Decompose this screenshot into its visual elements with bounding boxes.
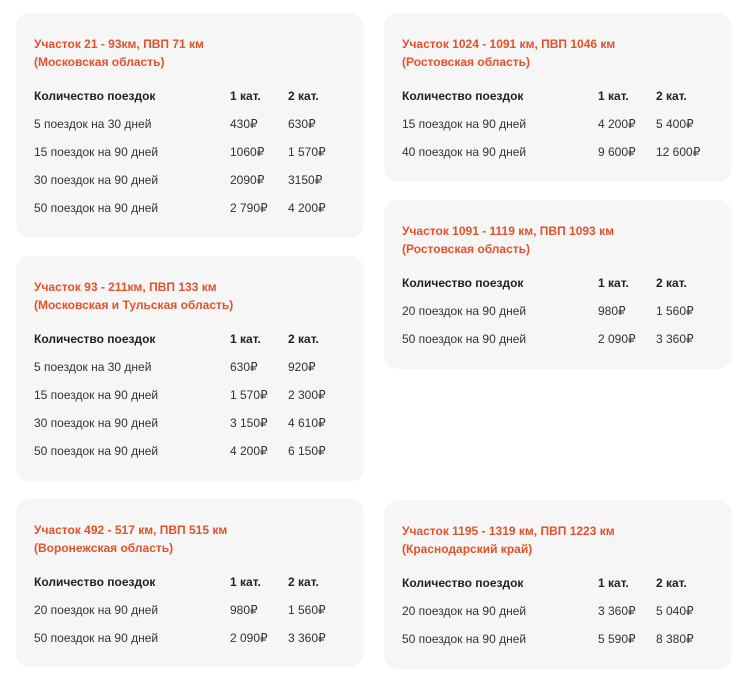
table-row [402,298,714,326]
row-cat1-price: 1 570₽ [230,388,268,402]
row-trips: 20 поездок на 90 дней [34,603,159,617]
table-row [402,598,714,626]
header-cat2: 2 кат. [288,575,319,589]
table-row [34,139,346,167]
table-row [34,167,346,195]
card-title [402,222,714,258]
row-trips: 15 поездок на 90 дней [402,117,527,131]
row-trips: 5 поездок на 30 дней [34,360,152,374]
row-trips: 50 поездок на 90 дней [34,201,159,215]
row-cat2-price: 8 380₽ [656,632,694,646]
row-cat1-price: 2090₽ [230,173,265,187]
table-row [34,438,346,466]
table-row [34,354,346,382]
card-title-line2: (Краснодарский край) [402,542,533,556]
card-title [34,35,346,71]
row-cat2-price: 1 560₽ [288,603,326,617]
row-trips: 30 поездок на 90 дней [34,173,159,187]
card-title-line1: Участок 1024 - 1091 км, ПВП 1046 км [402,37,616,51]
row-cat2-price: 5 400₽ [656,117,694,131]
header-trips: Количество поездок [34,89,156,103]
card-title-line2: (Ростовская область) [402,242,531,256]
header-cat1: 1 кат. [598,89,629,103]
header-cat2: 2 кат. [288,332,319,346]
table-row [402,111,714,139]
row-cat1-price: 2 090₽ [230,631,268,645]
card-title-line2: (Ростовская область) [402,55,531,69]
row-cat2-price: 4 610₽ [288,416,326,430]
row-cat2-price: 6 150₽ [288,444,326,458]
table-header [34,83,346,111]
row-cat2-price: 4 200₽ [288,201,326,215]
card-title-line1: Участок 93 - 211км, ПВП 133 км [34,280,217,294]
card-title-line1: Участок 492 - 517 км, ПВП 515 км [34,523,228,537]
row-cat2-price: 1 570₽ [288,145,326,159]
header-cat1: 1 кат. [230,89,261,103]
table-row [34,410,346,438]
row-cat1-price: 630₽ [230,360,258,374]
table-header [34,326,346,354]
header-cat1: 1 кат. [598,276,629,290]
header-trips: Количество поездок [402,576,524,590]
tariff-card-section-1091-1119 [384,200,732,369]
card-title-line2: (Московская область) [34,55,165,69]
card-title [34,521,346,557]
card-title-line2: (Московская и Тульская область) [34,298,234,312]
table-header [402,270,714,298]
table-row [402,139,714,167]
row-trips: 20 поездок на 90 дней [402,604,527,618]
tariff-card-section-492-517 [16,499,364,667]
row-trips: 15 поездок на 90 дней [34,145,159,159]
row-cat2-price: 630₽ [288,117,316,131]
card-title [34,278,346,314]
row-cat2-price: 3150₽ [288,173,323,187]
card-title [402,522,714,558]
row-cat2-price: 3 360₽ [288,631,326,645]
header-cat2: 2 кат. [656,276,687,290]
row-trips: 50 поездок на 90 дней [402,332,527,346]
row-cat2-price: 1 560₽ [656,304,694,318]
table-row [34,195,346,223]
card-title-line1: Участок 1091 - 1119 км, ПВП 1093 км [402,224,614,238]
row-cat2-price: 12 600₽ [656,145,701,159]
row-trips: 50 поездок на 90 дней [34,444,159,458]
row-cat1-price: 4 200₽ [598,117,636,131]
tariff-card-section-1024-1091 [384,13,732,182]
row-cat2-price: 3 360₽ [656,332,694,346]
row-cat1-price: 2 790₽ [230,201,268,215]
tariff-card-section-93-211 [16,256,364,482]
table-header [402,83,714,111]
header-trips: Количество поездок [402,276,524,290]
row-cat1-price: 980₽ [598,304,626,318]
card-title-line1: Участок 21 - 93км, ПВП 71 км [34,37,204,51]
row-trips: 5 поездок на 30 дней [34,117,152,131]
table-row [34,597,346,625]
card-title-line1: Участок 1195 - 1319 км, ПВП 1223 км [402,524,615,538]
row-cat1-price: 430₽ [230,117,258,131]
row-cat1-price: 1060₽ [230,145,265,159]
header-trips: Количество поездок [34,332,156,346]
table-row [402,326,714,354]
row-cat1-price: 3 150₽ [230,416,268,430]
header-cat1: 1 кат. [230,332,261,346]
row-trips: 50 поездок на 90 дней [34,631,159,645]
row-cat1-price: 980₽ [230,603,258,617]
header-cat2: 2 кат. [656,89,687,103]
tariff-card-section-21-93 [16,13,364,238]
row-cat1-price: 4 200₽ [230,444,268,458]
table-header [402,570,714,598]
row-trips: 30 поездок на 90 дней [34,416,159,430]
table-row [402,626,714,654]
table-row [34,625,346,653]
row-cat2-price: 920₽ [288,360,316,374]
row-trips: 15 поездок на 90 дней [34,388,159,402]
row-cat1-price: 3 360₽ [598,604,636,618]
row-cat1-price: 2 090₽ [598,332,636,346]
table-header [34,569,346,597]
card-title [402,35,714,71]
row-trips: 40 поездок на 90 дней [402,145,527,159]
header-cat2: 2 кат. [288,89,319,103]
header-cat1: 1 кат. [230,575,261,589]
header-trips: Количество поездок [402,89,524,103]
row-cat1-price: 5 590₽ [598,632,636,646]
row-cat1-price: 9 600₽ [598,145,636,159]
header-cat2: 2 кат. [656,576,687,590]
header-trips: Количество поездок [34,575,156,589]
row-trips: 50 поездок на 90 дней [402,632,527,646]
header-cat1: 1 кат. [598,576,629,590]
table-row [34,111,346,139]
row-trips: 20 поездок на 90 дней [402,304,527,318]
row-cat2-price: 5 040₽ [656,604,694,618]
table-row [34,382,346,410]
card-title-line2: (Воронежская область) [34,541,174,555]
row-cat2-price: 2 300₽ [288,388,326,402]
tariff-card-section-1195-1319 [384,500,732,669]
